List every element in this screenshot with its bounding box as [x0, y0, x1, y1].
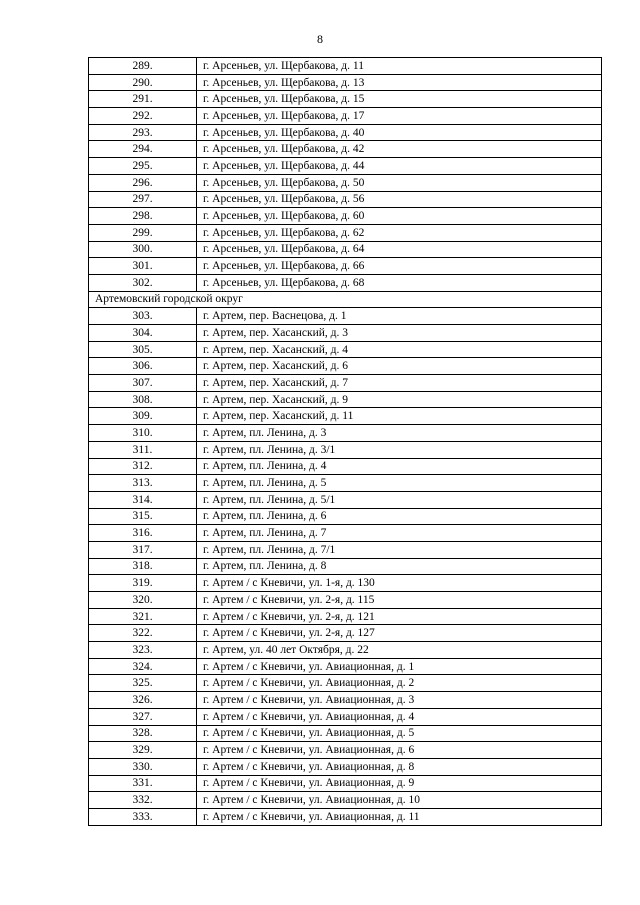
table-row [89, 74, 602, 91]
row-number: 303. [89, 308, 197, 325]
row-address: г. Артем / с Кневичи, ул. Авиационная, д. 1 [197, 658, 602, 675]
row-address: г. Артем, пер. Васнецова, д. 1 [197, 308, 602, 325]
table-row [89, 508, 602, 525]
row-number: 296. [89, 174, 197, 191]
row-number: 313. [89, 475, 197, 492]
row-address: г. Артем / с Кневичи, ул. Авиационная, д. 4 [197, 708, 602, 725]
row-address: г. Артем / с Кневичи, ул. Авиационная, д. 3 [197, 692, 602, 709]
table-row [89, 58, 602, 75]
table-row [89, 208, 602, 225]
table-row [89, 725, 602, 742]
row-number: 324. [89, 658, 197, 675]
row-address: г. Артем / с Кневичи, ул. Авиационная, д. 6 [197, 742, 602, 759]
table-row [89, 241, 602, 258]
row-address: г. Артем, пл. Ленина, д. 4 [197, 458, 602, 475]
table-row [89, 124, 602, 141]
row-number: 310. [89, 425, 197, 442]
table-row [89, 224, 602, 241]
row-number: 321. [89, 608, 197, 625]
row-number: 315. [89, 508, 197, 525]
row-address: г. Артем, пл. Ленина, д. 6 [197, 508, 602, 525]
table-row [89, 308, 602, 325]
row-number: 306. [89, 358, 197, 375]
row-address: г. Артем, пер. Хасанский, д. 7 [197, 375, 602, 392]
table-body-arsenyev [89, 58, 602, 292]
table-row [89, 408, 602, 425]
row-number: 291. [89, 91, 197, 108]
row-address: г. Арсеньев, ул. Щербакова, д. 64 [197, 241, 602, 258]
row-number: 298. [89, 208, 197, 225]
row-address: г. Арсеньев, ул. Щербакова, д. 40 [197, 124, 602, 141]
table-row [89, 575, 602, 592]
row-number: 300. [89, 241, 197, 258]
row-number: 289. [89, 58, 197, 75]
section-heading: Артемовский городской округ [89, 291, 602, 308]
row-address: г. Артем, пл. Ленина, д. 5 [197, 475, 602, 492]
table-row [89, 775, 602, 792]
row-address: г. Арсеньев, ул. Щербакова, д. 15 [197, 91, 602, 108]
table-row [89, 541, 602, 558]
table-row [89, 108, 602, 125]
row-number: 320. [89, 592, 197, 609]
row-number: 319. [89, 575, 197, 592]
row-address: г. Арсеньев, ул. Щербакова, д. 17 [197, 108, 602, 125]
table-row [89, 658, 602, 675]
row-number: 293. [89, 124, 197, 141]
table-row [89, 642, 602, 659]
row-address: г. Артем / с Кневичи, ул. Авиационная, д. 8 [197, 758, 602, 775]
row-address: г. Арсеньев, ул. Щербакова, д. 56 [197, 191, 602, 208]
row-address: г. Артем, пл. Ленина, д. 3/1 [197, 441, 602, 458]
table-row [89, 358, 602, 375]
table-row [89, 592, 602, 609]
row-number: 327. [89, 708, 197, 725]
row-address: г. Артем, пер. Хасанский, д. 4 [197, 341, 602, 358]
row-address: г. Арсеньев, ул. Щербакова, д. 68 [197, 274, 602, 291]
row-address: г. Артем, пер. Хасанский, д. 6 [197, 358, 602, 375]
row-address: г. Артем, ул. 40 лет Октября, д. 22 [197, 642, 602, 659]
table-row [89, 742, 602, 759]
row-number: 329. [89, 742, 197, 759]
table-row [89, 441, 602, 458]
table-row [89, 792, 602, 809]
table-row [89, 425, 602, 442]
row-number: 326. [89, 692, 197, 709]
row-address: г. Арсеньев, ул. Щербакова, д. 42 [197, 141, 602, 158]
row-address: г. Артем / с Кневичи, ул. 2-я, д. 127 [197, 625, 602, 642]
row-number: 314. [89, 491, 197, 508]
row-address: г. Арсеньев, ул. Щербакова, д. 11 [197, 58, 602, 75]
table-row [89, 475, 602, 492]
row-number: 325. [89, 675, 197, 692]
table-row [89, 191, 602, 208]
row-address: г. Арсеньев, ул. Щербакова, д. 44 [197, 158, 602, 175]
table-row [89, 708, 602, 725]
row-number: 299. [89, 224, 197, 241]
table-row [89, 158, 602, 175]
row-address: г. Артем, пер. Хасанский, д. 11 [197, 408, 602, 425]
row-number: 307. [89, 375, 197, 392]
row-number: 295. [89, 158, 197, 175]
row-number: 322. [89, 625, 197, 642]
row-number: 330. [89, 758, 197, 775]
table-row [89, 525, 602, 542]
table-row [89, 274, 602, 291]
table-row [89, 325, 602, 342]
row-address: г. Арсеньев, ул. Щербакова, д. 60 [197, 208, 602, 225]
table-row [89, 491, 602, 508]
row-address: г. Артем, пл. Ленина, д. 7 [197, 525, 602, 542]
row-number: 290. [89, 74, 197, 91]
row-number: 302. [89, 274, 197, 291]
table-row [89, 458, 602, 475]
row-address: г. Артем / с Кневичи, ул. Авиационная, д. 10 [197, 792, 602, 809]
address-table [88, 57, 602, 826]
row-address: г. Артем, пл. Ленина, д. 5/1 [197, 491, 602, 508]
table-row [89, 341, 602, 358]
row-address: г. Артем / с Кневичи, ул. 2-я, д. 121 [197, 608, 602, 625]
row-address: г. Артем, пер. Хасанский, д. 9 [197, 391, 602, 408]
row-number: 304. [89, 325, 197, 342]
table-row [89, 758, 602, 775]
table-row [89, 692, 602, 709]
table-row [89, 174, 602, 191]
row-address: г. Артем, пл. Ленина, д. 7/1 [197, 541, 602, 558]
table-row [89, 91, 602, 108]
row-number: 308. [89, 391, 197, 408]
page-number: 8 [317, 32, 323, 46]
row-address: г. Артем / с Кневичи, ул. 2-я, д. 115 [197, 592, 602, 609]
table-row [89, 625, 602, 642]
row-address: г. Артем / с Кневичи, ул. Авиационная, д. 11 [197, 808, 602, 825]
table-row [89, 808, 602, 825]
table-row [89, 558, 602, 575]
row-number: 301. [89, 258, 197, 275]
table-body-artem [89, 308, 602, 825]
row-number: 318. [89, 558, 197, 575]
row-number: 297. [89, 191, 197, 208]
table-row [89, 141, 602, 158]
row-number: 331. [89, 775, 197, 792]
row-address: г. Артем, пл. Ленина, д. 3 [197, 425, 602, 442]
row-number: 294. [89, 141, 197, 158]
row-address: г. Арсеньев, ул. Щербакова, д. 66 [197, 258, 602, 275]
row-number: 333. [89, 808, 197, 825]
row-address: г. Артем, пл. Ленина, д. 8 [197, 558, 602, 575]
row-number: 292. [89, 108, 197, 125]
section-heading-row [89, 291, 602, 308]
row-number: 305. [89, 341, 197, 358]
table-row [89, 375, 602, 392]
row-address: г. Арсеньев, ул. Щербакова, д. 62 [197, 224, 602, 241]
row-number: 309. [89, 408, 197, 425]
row-address: г. Артем / с Кневичи, ул. Авиационная, д. 5 [197, 725, 602, 742]
section-heading-row-group [89, 291, 602, 308]
row-number: 317. [89, 541, 197, 558]
table-row [89, 391, 602, 408]
table-row [89, 258, 602, 275]
row-number: 332. [89, 792, 197, 809]
row-number: 316. [89, 525, 197, 542]
row-number: 312. [89, 458, 197, 475]
table-row [89, 608, 602, 625]
row-address: г. Арсеньев, ул. Щербакова, д. 50 [197, 174, 602, 191]
row-address: г. Артем / с Кневичи, ул. Авиационная, д. 2 [197, 675, 602, 692]
row-address: г. Артем, пер. Хасанский, д. 3 [197, 325, 602, 342]
row-address: г. Артем / с Кневичи, ул. Авиационная, д. 9 [197, 775, 602, 792]
table-row [89, 675, 602, 692]
row-number: 328. [89, 725, 197, 742]
row-address: г. Артем / с Кневичи, ул. 1-я, д. 130 [197, 575, 602, 592]
row-address: г. Арсеньев, ул. Щербакова, д. 13 [197, 74, 602, 91]
row-number: 323. [89, 642, 197, 659]
row-number: 311. [89, 441, 197, 458]
